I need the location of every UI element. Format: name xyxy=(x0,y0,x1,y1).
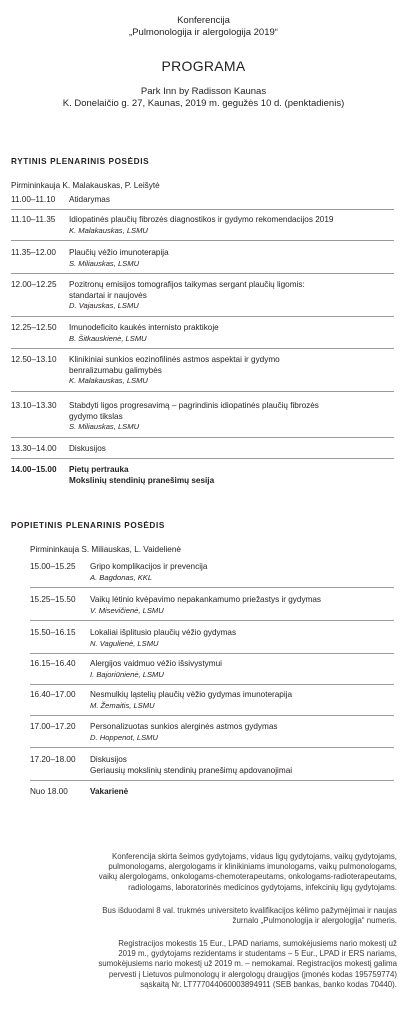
program-row xyxy=(30,755,394,781)
speaker: A. Bagdonas, KKL xyxy=(90,572,153,582)
note-line: pervesti į Lietuvos pulmonologų ir alergologų draugijos (įmonės kodas 195759774) xyxy=(108,969,397,979)
program-row xyxy=(11,215,394,241)
certificate-note xyxy=(40,906,397,926)
speaker: K. Malakauskas, LSMU xyxy=(69,225,148,235)
program-row xyxy=(30,722,394,748)
session-title: Klinikiniai sunkios eozinofilinės astmos aspektai ir gydymo xyxy=(69,355,280,364)
time-slot: 17.00–17.20 xyxy=(30,722,76,731)
conference-header xyxy=(0,15,407,39)
speaker: M. Žemaitis, LSMU xyxy=(90,700,155,710)
time-slot: Nuo 18.00 xyxy=(30,787,68,796)
time-slot: 11.00–11.10 xyxy=(11,195,56,204)
session-title: Alergijos vaidmuo vėžio išsivystymui xyxy=(90,659,222,668)
speaker: S. Miliauskas, LSMU xyxy=(69,422,140,431)
time-slot: 14.00–15.00 xyxy=(11,465,57,474)
speaker: B. Šitkauskienė, LSMU xyxy=(69,333,147,343)
note-line: žurnalo „Pulmonologija ir alergologija“ numeris. xyxy=(232,916,397,926)
session-title: Personalizuotas sunkios alerginės astmos gydymas xyxy=(90,722,278,731)
program-row xyxy=(11,195,394,210)
note-line: pulmonologams, alergologams ir klinikiniams imunologams, vaikų pulmonologams, xyxy=(108,862,397,872)
program-row xyxy=(30,595,394,621)
program-row xyxy=(11,248,394,274)
speaker: V. Misevičienė, LSMU xyxy=(90,605,164,615)
session-title: Nesmulkių ląstelių plaučių vėžio gydymas imunoterapija xyxy=(90,690,293,699)
session-title: Diskusijos xyxy=(90,755,127,764)
afternoon-session-heading: POPIETINIS PLENARINIS POSĖDIS xyxy=(11,521,165,530)
session-title: Idiopatinės plaučių fibrozės diagnostikos ir gydymo rekomendacijos 2019 xyxy=(69,215,334,224)
program-row xyxy=(11,444,394,459)
note-line: Konferencija skirta šeimos gydytojams, vidaus ligų gydytojams, vaikų gydytojams, xyxy=(111,852,397,861)
session-title: Plaučių vėžio imunoterapija xyxy=(69,248,169,257)
session-title-cont: standartai ir naujovės xyxy=(69,290,147,300)
session-title-cont: gydymo tikslas xyxy=(69,411,123,421)
session-title: Diskusijos xyxy=(69,444,106,453)
speaker: I. Bajoriūnienė, LSMU xyxy=(90,669,164,679)
time-slot: 12.00–12.25 xyxy=(11,280,57,289)
speaker: S. Miliauskas, LSMU xyxy=(69,258,140,268)
program-row xyxy=(30,690,394,716)
session-title: Imunodeficito kaukės internisto praktikoje xyxy=(69,323,219,332)
morning-chairs: Pirmininkauja K. Malakauskas, P. Leišytė xyxy=(11,181,160,190)
note-line: 2019 m., gydytojams rezidentams ir studentams – 5 Eur., LPAD ir ERS nariams, xyxy=(118,949,397,959)
time-slot: 12.50–13.10 xyxy=(11,355,57,364)
program-row xyxy=(30,628,394,654)
session-title-cont: Geriausių mokslinių stendinių pranešimų apdovanojimai xyxy=(90,765,293,775)
session-title: Atidarymas xyxy=(69,195,110,204)
page-title: PROGRAMA xyxy=(161,58,246,74)
poster-session: Mokslinių stendinių pranešimų sesija xyxy=(69,475,215,485)
time-slot: 15.25–15.50 xyxy=(30,595,76,604)
speaker: D. Hoppenot, LSMU xyxy=(90,732,158,742)
time-slot: 13.30–14.00 xyxy=(11,444,57,453)
note-line: sumokėjusiems nario mokestį už 2019 m. – nemokamai. Registracijos mokestį galima xyxy=(98,959,397,969)
venue-info xyxy=(0,86,407,110)
note-line: Bus išduodami 8 val. trukmės universiteto kvalifikacijos kėlimo pažymėjimai ir naujas xyxy=(102,906,397,915)
morning-session-heading: RYTINIS PLENARINIS POSĖDIS xyxy=(11,157,150,166)
venue-name: Park Inn by Radisson Kaunas xyxy=(140,86,267,97)
session-title: Lokaliai išplitusio plaučių vėžio gydymas xyxy=(90,628,237,637)
speaker: N. Vagulienė, LSMU xyxy=(90,638,159,648)
registration-note xyxy=(40,939,397,990)
session-title: Gripo komplikacijos ir prevencija xyxy=(90,562,208,571)
time-slot: 11.10–11.35 xyxy=(11,215,56,224)
time-slot: 17.20–18.00 xyxy=(30,755,76,764)
dinner: Vakarienė xyxy=(90,787,129,796)
time-slot: 15.00–15.25 xyxy=(30,562,76,571)
program-row xyxy=(30,562,394,588)
note-line: sąskaitą Nr. LT777044060003894911 (SEB bankas, banko kodas 70440). xyxy=(140,979,397,989)
conference-name: „Pulmonologija ir alergologija 2019“ xyxy=(129,27,278,38)
session-title: Stabdyti ligos progresavimą – pagrindinis idiopatinės plaučių fibrozės xyxy=(69,401,319,410)
session-title: Vaikų lėtinio kvėpavimo nepakankamumo priežastys ir gydymas xyxy=(90,595,322,604)
speaker: D. Vajauskas, LSMU xyxy=(69,301,139,310)
note-line: vaikų alergologams, onkologams-chemoterapeutams, onkologams-radioterapeutams, xyxy=(98,872,397,882)
program-row xyxy=(11,465,394,489)
program-row xyxy=(30,787,394,801)
time-slot: 16.15–16.40 xyxy=(30,659,76,668)
note-line: Registracijos mokestis 15 Eur., LPAD nariams, sumokėjusiems nario mokestį už xyxy=(118,939,397,948)
time-slot: 11.35–12.00 xyxy=(11,248,56,257)
audience-note xyxy=(40,852,397,893)
venue-address: K. Donelaičio g. 27, Kaunas, 2019 m. gegužės 10 d. (penktadienis) xyxy=(62,98,345,109)
program-row xyxy=(11,355,394,392)
time-slot: 12.25–12.50 xyxy=(11,323,57,332)
session-title: Pozitronų emisijos tomografijos taikymas sergant plaučių ligomis: xyxy=(69,280,305,289)
program-row xyxy=(30,659,394,685)
session-title-cont: benralizumabu galimybės xyxy=(69,365,162,375)
afternoon-chairs: Pirmininkauja S. Miliauskas, L. Vaidelienė xyxy=(30,545,181,554)
lunch-break: Pietų pertrauka xyxy=(69,465,129,474)
time-slot: 13.10–13.30 xyxy=(11,401,57,410)
time-slot: 16.40–17.00 xyxy=(30,690,76,699)
note-line: radiologams, laboratorinės medicinos gydytojams, infekcinių ligų gydytojams. xyxy=(128,882,397,892)
speaker: K. Malakauskas, LSMU xyxy=(69,376,148,385)
conference-label: Konferencija xyxy=(177,15,230,26)
program-row xyxy=(11,323,394,349)
program-row xyxy=(11,280,394,317)
time-slot: 15.50–16.15 xyxy=(30,628,76,637)
program-row xyxy=(11,401,394,438)
